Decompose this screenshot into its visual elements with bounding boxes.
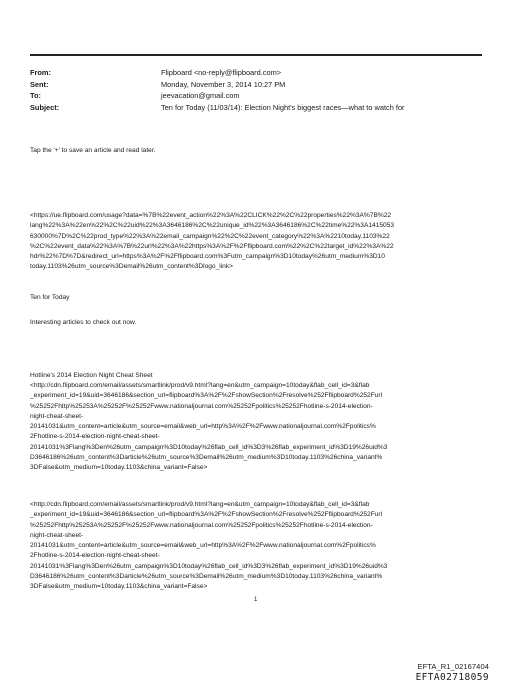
from-row	[30, 67, 490, 79]
subject-label: Subject:	[30, 102, 60, 112]
link-line: today.1103%26utm_source%3Demail%26utm_content%3Dlogo_link>	[30, 263, 234, 271]
link-line: <https://ue.flipboard.com/usage?data=%7B%22event_action%22%3A%22CLICK%22%2C%22properties%22%3A%7B%22	[30, 212, 392, 219]
bates-number-small: EFTA_R1_02167404	[417, 662, 489, 671]
from-value: Flipboard <no-reply@flipboard.com>	[161, 68, 282, 77]
link-line: 630000%7D%2C%22prod_type%22%3A%22email_campaign%22%2C%22event_category%22%3A%2210today.1103%22	[30, 232, 390, 240]
link-line: %25252Fhttp%25253A%25252F%25252Fwww.nationaljournal.com%25252Fpolitics%25252Fhotline-s-2014-election-	[30, 402, 373, 410]
intro-text: Tap the '+' to save an article and read later.	[30, 147, 156, 154]
link-line: 20141031&utm_content=article&utm_source=email&web_url=http%3A%2F%2Fwww.nationaljournal.com%2Fpolitics%	[30, 423, 376, 431]
link-line: 20141031%3Flang%3Den%26utm_campaign%3D10today%26flab_cell_id%3D3%26flab_experiment_id%3D19%26uid%3	[30, 443, 388, 451]
link-line: %2C%22event_data%22%3A%7B%22url%22%3A%22https%3A%2F%2Fflipboard.com%22%2C%22target_id%22%3A%22	[30, 242, 394, 250]
page-number: 1	[254, 597, 258, 603]
sent-value: Monday, November 3, 2014 10:27 PM	[161, 79, 286, 89]
link-line: D3646186%26utm_content%3Darticle%26utm_source%3Demail%26utm_medium%3D10today.1103%26china_variant%	[30, 573, 383, 581]
section-description: Interesting articles to check out now.	[30, 319, 137, 326]
article-link-1[interactable]	[30, 381, 485, 474]
link-line: 20141031&utm_content=article&utm_source=email&web_url=http%3A%2F%2Fwww.nationaljournal.com%2Fpolitics%	[30, 542, 376, 550]
usage-link[interactable]	[30, 211, 485, 273]
to-value: jeevacation@gmail.com	[161, 91, 240, 101]
article-title: Hotline's 2014 Election Night Cheat Sheet	[30, 372, 153, 379]
link-line: hdr%22%7D%7D&redirect_url=https%3A%2F%2Fflipboard.com%3Futm_campaign%3D10today%26utm_medium%3D10	[30, 253, 385, 261]
link-line: night-cheat-sheet-	[30, 412, 84, 420]
subject-row	[30, 102, 490, 114]
link-line: 20141031%3Flang%3Den%26utm_campaign%3D10today%26flab_cell_id%3D3%26flab_experiment_id%3D19%26uid%3	[30, 562, 388, 570]
sent-label: Sent:	[30, 79, 49, 89]
from-label: From:	[30, 68, 51, 77]
sent-row	[30, 79, 490, 91]
link-line: <http://cdn.flipboard.com/email/assets/smartlink/prod/v9.html?lang=en&utm_campaign=10today&flab_cell_id=3&flab	[30, 501, 370, 508]
section-title: Ten for Today	[30, 294, 70, 301]
link-line: _experiment_id=19&uid=3646186&section_url=flipboard%3A%2F%2FshowSection%2Fresolve%252Fflipboard%252Furl	[30, 511, 383, 519]
link-line: 3DFalse&utm_medium=10today.1103&china_variant=False>	[30, 583, 208, 591]
subject-value: Ten for Today (11/03/14): Election Night's biggest races—what to watch for	[161, 102, 405, 112]
article-link-2[interactable]	[30, 500, 485, 593]
link-line: 2Fhotline-s-2014-election-night-cheat-sheet-	[30, 552, 160, 560]
link-line: D3646186%26utm_content%3Darticle%26utm_source%3Demail%26utm_medium%3D10today.1103%26china_variant%	[30, 454, 383, 462]
to-row	[30, 90, 490, 102]
link-line: lang%22%3A%22en%22%2C%22uid%22%3A3646186%2C%22unique_id%22%3A3646186%2C%22time%22%3A1415053	[30, 222, 395, 230]
to-label: To:	[30, 91, 41, 101]
link-line: 2Fhotline-s-2014-election-night-cheat-sheet-	[30, 433, 160, 441]
link-line: _experiment_id=19&uid=3646186&section_url=flipboard%3A%2F%2FshowSection%2Fresolve%252Fflipboard%252Furl	[30, 392, 383, 400]
link-line: night-cheat-sheet-	[30, 531, 84, 539]
link-line: 3DFalse&utm_medium=10today.1103&china_variant=False>	[30, 464, 208, 472]
header-rule	[30, 54, 482, 56]
link-line: %25252Fhttp%25253A%25252F%25252Fwww.nationaljournal.com%25252Fpolitics%25252Fhotline-s-2014-election-	[30, 521, 373, 529]
bates-number-large: EFTA02718059	[415, 672, 489, 683]
email-header	[30, 67, 490, 113]
link-line: <http://cdn.flipboard.com/email/assets/smartlink/prod/v9.html?lang=en&utm_campaign=10today&flab_cell_id=3&flab	[30, 382, 370, 389]
